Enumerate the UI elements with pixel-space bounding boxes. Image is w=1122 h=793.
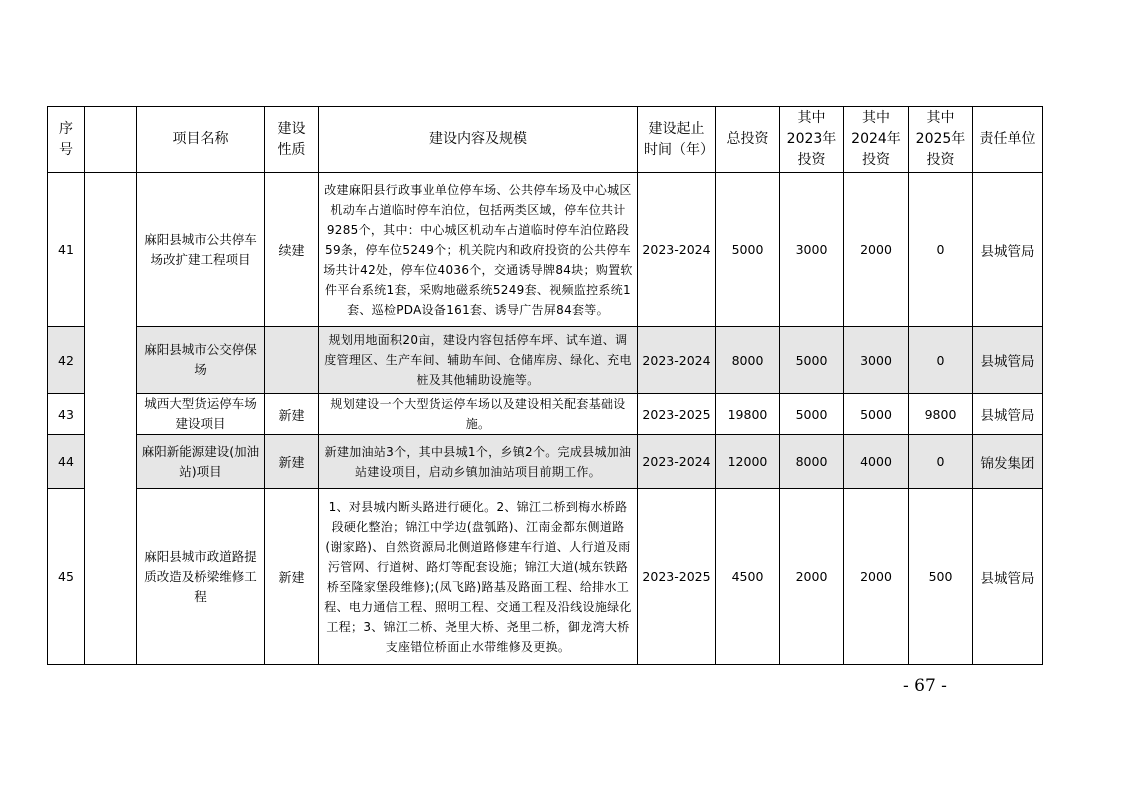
page-number: - 67 - bbox=[903, 676, 947, 696]
cell-2024: 2000 bbox=[844, 173, 909, 327]
cell-seq: 43 bbox=[48, 394, 85, 435]
cell-2025: 0 bbox=[909, 173, 973, 327]
cell-seq: 42 bbox=[48, 327, 85, 394]
project-table bbox=[47, 106, 1043, 665]
cell-2024: 3000 bbox=[844, 327, 909, 394]
cell-unit: 县城管局 bbox=[973, 489, 1043, 665]
cell-nature: 续建 bbox=[265, 173, 319, 327]
cell-2025: 500 bbox=[909, 489, 973, 665]
cell-seq: 44 bbox=[48, 435, 85, 489]
cell-period: 2023-2024 bbox=[638, 173, 716, 327]
cell-period: 2023-2025 bbox=[638, 394, 716, 435]
cell-2025: 0 bbox=[909, 435, 973, 489]
cell-name: 城西大型货运停车场建设项目 bbox=[137, 394, 265, 435]
cell-2023: 2000 bbox=[780, 489, 844, 665]
cell-name: 麻阳县城市政道路提质改造及桥梁维修工程 bbox=[137, 489, 265, 665]
cell-unit: 县城管局 bbox=[973, 173, 1043, 327]
blank-column bbox=[85, 173, 137, 665]
cell-nature: 新建 bbox=[265, 489, 319, 665]
cell-name: 麻阳新能源建设(加油站)项目 bbox=[137, 435, 265, 489]
cell-total: 19800 bbox=[716, 394, 780, 435]
table-row bbox=[48, 327, 1043, 394]
header-content: 建设内容及规模 bbox=[319, 107, 638, 173]
cell-seq: 41 bbox=[48, 173, 85, 327]
header-2023: 其中2023年投资 bbox=[780, 107, 844, 173]
cell-total: 5000 bbox=[716, 173, 780, 327]
header-name: 项目名称 bbox=[137, 107, 265, 173]
cell-2023: 5000 bbox=[780, 327, 844, 394]
header-unit: 责任单位 bbox=[973, 107, 1043, 173]
cell-nature: 新建 bbox=[265, 394, 319, 435]
header-2024: 其中2024年投资 bbox=[844, 107, 909, 173]
header-seq: 序号 bbox=[48, 107, 85, 173]
header-total: 总投资 bbox=[716, 107, 780, 173]
cell-period: 2023-2024 bbox=[638, 435, 716, 489]
cell-unit: 县城管局 bbox=[973, 394, 1043, 435]
cell-2023: 8000 bbox=[780, 435, 844, 489]
cell-content: 规划建设一个大型货运停车场以及建设相关配套基础设施。 bbox=[319, 394, 638, 435]
header-nature: 建设性质 bbox=[265, 107, 319, 173]
cell-nature bbox=[265, 327, 319, 394]
header-blank bbox=[85, 107, 137, 173]
header-2025: 其中2025年投资 bbox=[909, 107, 973, 173]
cell-2024: 4000 bbox=[844, 435, 909, 489]
cell-total: 8000 bbox=[716, 327, 780, 394]
cell-seq: 45 bbox=[48, 489, 85, 665]
cell-unit: 县城管局 bbox=[973, 327, 1043, 394]
cell-2024: 5000 bbox=[844, 394, 909, 435]
cell-content: 1、对县城内断头路进行硬化。2、锦江二桥到梅水桥路段硬化整治；锦江中学边(盘瓠路)、江南金都东侧道路(谢家路)、自然资源局北侧道路修建车行道、人行道及雨污管网、行道树、路灯等配套设施；锦江大道(城东铁路桥至隆家堡段维修);(凤飞路)路基及路面工程、给排水工程、电力通信工程、照明工程、交通工程及沿线设施绿化工程；3、锦江二桥、尧里大桥、尧里二桥，御龙湾大桥支座错位桥面止水带维修及更换。 bbox=[319, 489, 638, 665]
table-row bbox=[48, 173, 1043, 327]
cell-content: 规划用地面积20亩，建设内容包括停车坪、试车道、调度管理区、生产车间、辅助车间、仓储库房、绿化、充电桩及其他辅助设施等。 bbox=[319, 327, 638, 394]
cell-name: 麻阳县城市公共停车场改扩建工程项目 bbox=[137, 173, 265, 327]
cell-name: 麻阳县城市公交停保场 bbox=[137, 327, 265, 394]
cell-period: 2023-2025 bbox=[638, 489, 716, 665]
cell-unit: 锦发集团 bbox=[973, 435, 1043, 489]
header-period: 建设起止时间（年） bbox=[638, 107, 716, 173]
cell-period: 2023-2024 bbox=[638, 327, 716, 394]
cell-total: 12000 bbox=[716, 435, 780, 489]
cell-content: 新建加油站3个，其中县城1个，乡镇2个。完成县城加油站建设项目，启动乡镇加油站项目前期工作。 bbox=[319, 435, 638, 489]
cell-2025: 9800 bbox=[909, 394, 973, 435]
cell-2024: 2000 bbox=[844, 489, 909, 665]
cell-2023: 5000 bbox=[780, 394, 844, 435]
cell-content: 改建麻阳县行政事业单位停车场、公共停车场及中心城区机动车占道临时停车泊位，包括两类区域，停车位共计9285个，其中：中心城区机动车占道临时停车泊位路段59条，停车位5249个；机关院内和政府投资的公共停车场共计42处，停车位4036个，交通诱导牌84块；购置软件平台系统1套，采购地磁系统5249套、视频监控系统1套、巡检PDA设备161套、诱导广告屏84套等。 bbox=[319, 173, 638, 327]
cell-total: 4500 bbox=[716, 489, 780, 665]
cell-2023: 3000 bbox=[780, 173, 844, 327]
cell-2025: 0 bbox=[909, 327, 973, 394]
header-row bbox=[48, 107, 1043, 173]
table-row bbox=[48, 489, 1043, 665]
cell-nature: 新建 bbox=[265, 435, 319, 489]
table-row bbox=[48, 394, 1043, 435]
table-row bbox=[48, 435, 1043, 489]
